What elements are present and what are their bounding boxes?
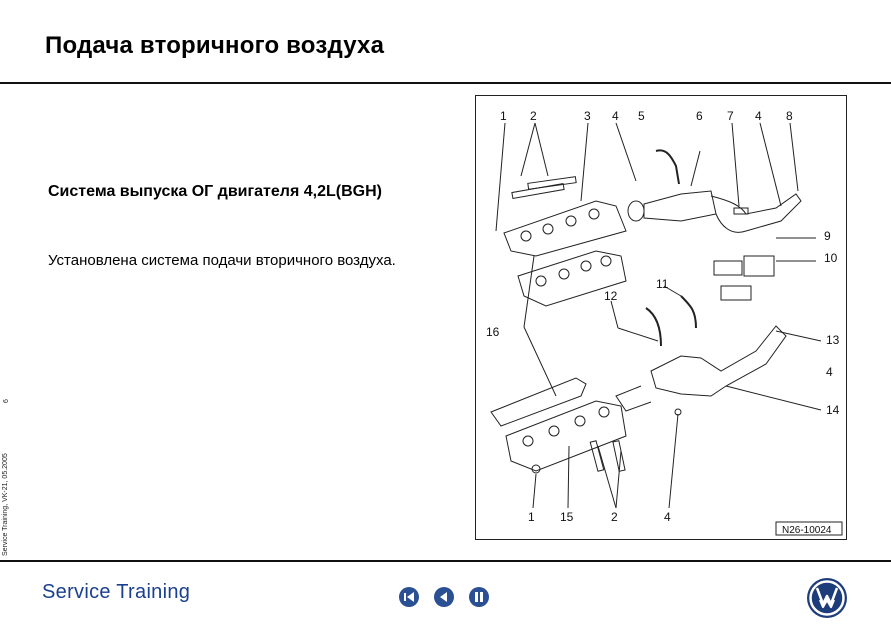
pause-button[interactable]: [468, 586, 490, 608]
svg-text:6: 6: [696, 109, 703, 123]
svg-text:3: 3: [584, 109, 591, 123]
svg-text:2: 2: [530, 109, 537, 123]
previous-page-icon: [433, 586, 455, 608]
exhaust-system-diagram: [475, 95, 847, 540]
section-heading: Система выпуска ОГ двигателя 4,2L(BGH): [48, 183, 382, 200]
svg-text:4: 4: [755, 109, 762, 123]
svg-text:12: 12: [604, 289, 618, 303]
svg-text:5: 5: [638, 109, 645, 123]
svg-text:14: 14: [826, 403, 840, 417]
service-training-logo: Service Training: [42, 581, 191, 603]
pause-icon: [468, 586, 490, 608]
first-page-icon: [398, 586, 420, 608]
page-title: Подача вторичного воздуха: [45, 32, 385, 59]
svg-text:2: 2: [611, 510, 618, 524]
svg-text:4: 4: [826, 365, 833, 379]
diagram-code: N26-10024: [782, 525, 832, 536]
svg-text:13: 13: [826, 333, 840, 347]
svg-text:16: 16: [486, 325, 500, 339]
svg-text:4: 4: [612, 109, 619, 123]
previous-page-button[interactable]: [433, 586, 455, 608]
svg-text:11: 11: [656, 277, 669, 291]
svg-text:8: 8: [786, 109, 793, 123]
svg-text:15: 15: [560, 510, 574, 524]
body-text: Установлена система подачи вторичного воздуха.: [48, 252, 396, 269]
svg-text:9: 9: [824, 229, 831, 243]
svg-text:4: 4: [664, 510, 671, 524]
top-divider: [0, 82, 891, 84]
svg-text:7: 7: [727, 109, 734, 123]
volkswagen-logo: [806, 577, 848, 619]
side-caption: Service Training, VK-21, 05.2005: [2, 453, 9, 556]
page-number: 6: [3, 399, 10, 403]
svg-text:1: 1: [528, 510, 535, 524]
first-page-button[interactable]: [398, 586, 420, 608]
bottom-divider: [0, 560, 891, 562]
svg-text:10: 10: [824, 251, 838, 265]
svg-text:1: 1: [500, 109, 507, 123]
